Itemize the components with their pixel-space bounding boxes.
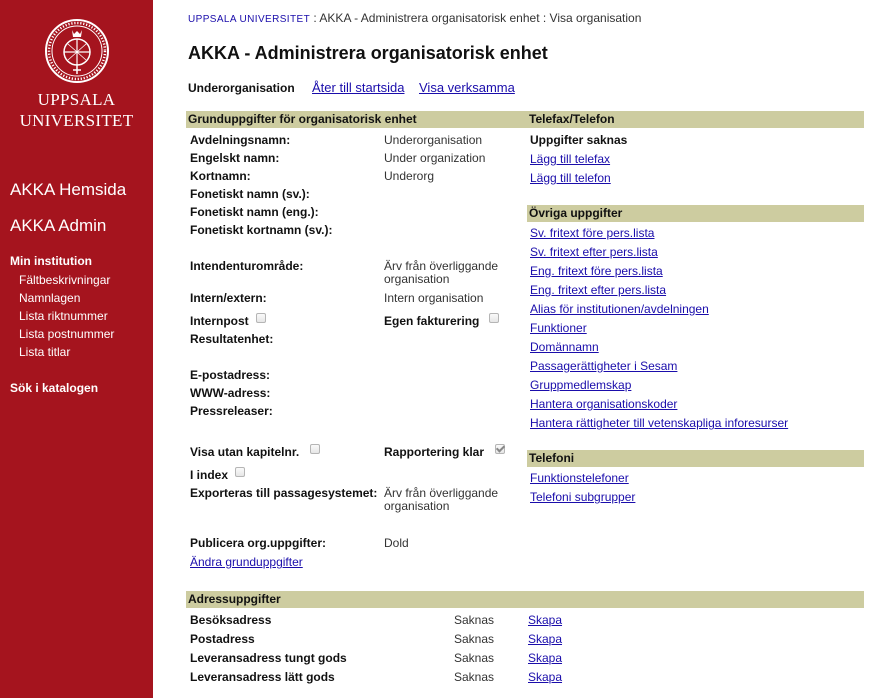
adress-header: Adressuppgifter bbox=[186, 591, 864, 608]
avdelningsnamn-label: Avdelningsnamn: bbox=[190, 133, 291, 147]
egen-fakturering-label: Egen fakturering bbox=[384, 314, 480, 328]
add-phone-link[interactable]: Lägg till telefon bbox=[530, 171, 611, 185]
intendentur-label: Intendenturområde: bbox=[190, 259, 304, 273]
rapportering-klar-checkbox[interactable] bbox=[495, 444, 505, 454]
page-title: AKKA - Administrera organisatorisk enhet bbox=[188, 43, 548, 63]
funktionstelefoner-link[interactable]: Funktionstelefoner bbox=[530, 471, 629, 485]
ovriga-link[interactable]: Sv. fritext före pers.lista bbox=[530, 226, 655, 240]
nav-akka-admin[interactable]: AKKA Admin bbox=[10, 216, 107, 235]
basic-info-header: Grunduppgifter för organisatorisk enhet bbox=[186, 111, 527, 128]
telefax-header: Telefax/Telefon bbox=[527, 111, 864, 128]
ovriga-link[interactable]: Passagerättigheter i Sesam bbox=[530, 359, 678, 373]
breadcrumb bbox=[188, 11, 641, 25]
adress-create-link[interactable]: Skapa bbox=[528, 651, 563, 665]
nav-lista-riktnummer[interactable]: Lista riktnummer bbox=[19, 309, 108, 323]
edit-basic-info-link[interactable]: Ändra grunduppgifter bbox=[190, 555, 303, 569]
adress-row-label: Besöksadress bbox=[190, 613, 272, 627]
adress-row-status: Saknas bbox=[454, 632, 495, 646]
add-fax-link[interactable]: Lägg till telefax bbox=[530, 152, 611, 166]
telefoni-header: Telefoni bbox=[527, 450, 864, 467]
engelskt-namn-label: Engelskt namn: bbox=[190, 151, 280, 165]
ovriga-link[interactable]: Eng. fritext efter pers.lista bbox=[530, 283, 667, 297]
nav-namnlagen[interactable]: Namnlagen bbox=[19, 291, 81, 305]
ovriga-link[interactable]: Funktioner bbox=[530, 321, 587, 335]
university-name-line1: UPPSALA bbox=[37, 90, 116, 109]
engelskt-namn-value: Under organization bbox=[384, 151, 486, 165]
current-org-label: Underorganisation bbox=[188, 81, 295, 95]
internpost-label: Internpost bbox=[190, 314, 249, 328]
nav-faltbeskrivningar[interactable]: Fältbeskrivningar bbox=[19, 273, 111, 287]
adress-row-status: Saknas bbox=[454, 670, 495, 684]
kortnamn-label: Kortnamn: bbox=[190, 169, 251, 183]
nav-lista-postnummer[interactable]: Lista postnummer bbox=[19, 327, 115, 341]
fonetiskt-namn-eng-label: Fonetiskt namn (eng.): bbox=[190, 205, 319, 219]
ovriga-link[interactable]: Alias för institutionen/avdelningen bbox=[530, 302, 709, 316]
ovriga-link[interactable]: Gruppmedlemskap bbox=[530, 378, 632, 392]
publicera-value: Dold bbox=[384, 536, 409, 550]
back-to-start-link[interactable]: Åter till startsida bbox=[312, 80, 405, 95]
telefax-missing-text: Uppgifter saknas bbox=[530, 133, 628, 147]
resultatenhet-label: Resultatenhet: bbox=[190, 332, 274, 346]
i-index-label: I index bbox=[190, 468, 229, 482]
visa-utan-kapitelnr-checkbox[interactable] bbox=[310, 444, 320, 454]
epost-label: E-postadress: bbox=[190, 368, 271, 382]
fonetiskt-namn-sv-label: Fonetiskt namn (sv.): bbox=[190, 187, 310, 201]
nav-akka-hemsida[interactable]: AKKA Hemsida bbox=[10, 180, 127, 199]
nav-lista-titlar[interactable]: Lista titlar bbox=[19, 345, 71, 359]
visa-utan-kapitelnr-label: Visa utan kapitelnr. bbox=[190, 445, 300, 459]
ovriga-link[interactable]: Hantera rättigheter till vetenskapliga inforesurser bbox=[530, 416, 789, 430]
main-content bbox=[153, 0, 869, 698]
intern-extern-label: Intern/extern: bbox=[190, 291, 267, 305]
university-name-line2: UNIVERSITET bbox=[19, 111, 134, 130]
adress-row-status: Saknas bbox=[454, 613, 495, 627]
adress-row-status: Saknas bbox=[454, 651, 495, 665]
avdelningsnamn-value: Underorganisation bbox=[384, 133, 483, 147]
ovriga-link[interactable]: Domännamn bbox=[530, 340, 599, 354]
i-index-checkbox[interactable] bbox=[235, 467, 245, 477]
adress-row-label: Leveransadress lätt gods bbox=[190, 670, 335, 684]
adress-row-label: Postadress bbox=[190, 632, 255, 646]
www-label: WWW-adress: bbox=[190, 386, 271, 400]
rapportering-klar-label: Rapportering klar bbox=[384, 445, 485, 459]
sidebar bbox=[0, 0, 153, 698]
egen-fakturering-checkbox[interactable] bbox=[489, 313, 499, 323]
adress-row-label: Leveransadress tungt gods bbox=[190, 651, 347, 665]
adress-create-link[interactable]: Skapa bbox=[528, 613, 563, 627]
fonetiskt-kortnamn-label: Fonetiskt kortnamn (sv.): bbox=[190, 223, 333, 237]
show-active-link[interactable]: Visa verksamma bbox=[419, 80, 515, 95]
breadcrumb-root-link[interactable]: UPPSALA UNIVERSITET bbox=[188, 14, 311, 25]
publicera-label: Publicera org.uppgifter: bbox=[190, 536, 327, 550]
internpost-checkbox[interactable] bbox=[256, 313, 266, 323]
intendentur-value: Ärv från överliggande organisation bbox=[384, 259, 499, 286]
pressreleaser-label: Pressreleaser: bbox=[190, 404, 273, 418]
ovriga-link[interactable]: Sv. fritext efter pers.lista bbox=[530, 245, 658, 259]
ovriga-header: Övriga uppgifter bbox=[527, 205, 864, 222]
export-passage-label: Exporteras till passagesystemet: bbox=[190, 486, 378, 500]
university-seal-icon bbox=[44, 18, 110, 84]
breadcrumb-path: : AKKA - Administrera organisatorisk enhet : Visa organisation bbox=[313, 11, 642, 25]
nav-min-institution[interactable]: Min institution bbox=[10, 254, 92, 268]
telefoni-subgrupper-link[interactable]: Telefoni subgrupper bbox=[530, 490, 636, 504]
kortnamn-value: Underorg bbox=[384, 169, 435, 183]
ovriga-link[interactable]: Hantera organisationskoder bbox=[530, 397, 678, 411]
intern-extern-value: Intern organisation bbox=[384, 291, 484, 305]
ovriga-link[interactable]: Eng. fritext före pers.lista bbox=[530, 264, 663, 278]
nav-sok-i-katalogen[interactable]: Sök i katalogen bbox=[10, 381, 99, 395]
export-passage-value: Ärv från överliggande organisation bbox=[384, 486, 499, 513]
adress-create-link[interactable]: Skapa bbox=[528, 632, 563, 646]
adress-create-link[interactable]: Skapa bbox=[528, 670, 563, 684]
